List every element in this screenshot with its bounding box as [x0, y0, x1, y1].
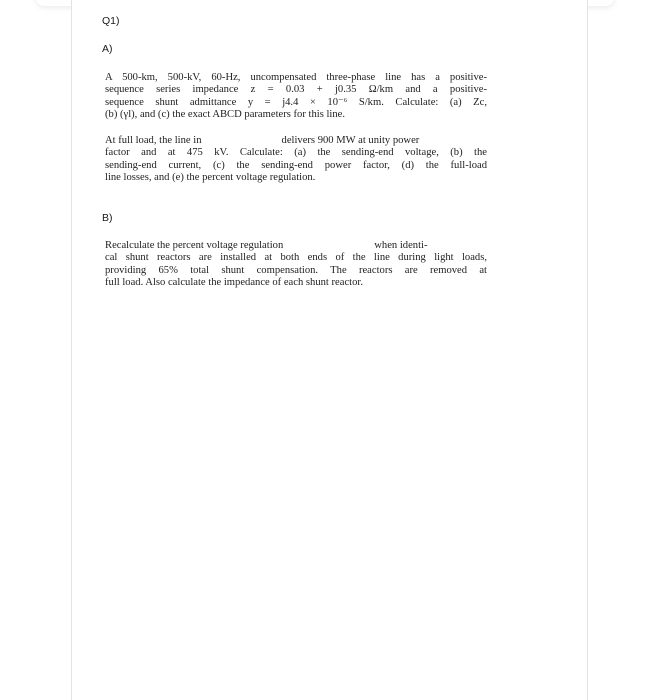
text-fragment: delivers 900 MW at unity power [281, 135, 420, 146]
text-line: line losses, and (e) the percent voltage regulation. [105, 172, 316, 184]
part-a-problem-paragraph [105, 72, 487, 122]
text-fragment: Recalculate the percent voltage regulation [105, 240, 284, 251]
document-page [71, 0, 588, 700]
part-a-label: A) [102, 43, 113, 55]
text-line: sequence series impedance z = 0.03 + j0.35 Ω/km and a positive- [105, 84, 487, 96]
text-line: cal shunt reactors are installed at both ends of the line during light loads, [105, 252, 487, 264]
part-a-full-load-paragraph [105, 135, 487, 185]
text-fragment: At full load, the line in [105, 135, 202, 146]
part-b-label: B) [102, 212, 113, 224]
part-b-problem-paragraph [105, 240, 487, 290]
text-line: providing 65% total shunt compensation. The reactors are removed at [105, 264, 487, 276]
text-line: sequence shunt admittance y = j4.4 × 10⁻⁶ S/km. Calculate: (a) Zc, [105, 96, 487, 108]
text-line: factor and at 475 kV. Calculate: (a) the sending-end voltage, (b) the [105, 147, 487, 159]
text-line [105, 240, 487, 252]
text-fragment: when identi- [374, 240, 428, 251]
text-line: A 500-km, 500-kV, 60-Hz, uncompensated three-phase line has a positive- [105, 72, 487, 83]
text-line: full load. Also calculate the impedance of each shunt reactor. [105, 277, 363, 289]
text-line [105, 135, 487, 147]
question-label: Q1) [102, 15, 120, 27]
text-line: (b) (γl), and (c) the exact ABCD parameters for this line. [105, 109, 346, 121]
text-line: sending-end current, (c) the sending-end power factor, (d) the full-load [105, 159, 487, 171]
